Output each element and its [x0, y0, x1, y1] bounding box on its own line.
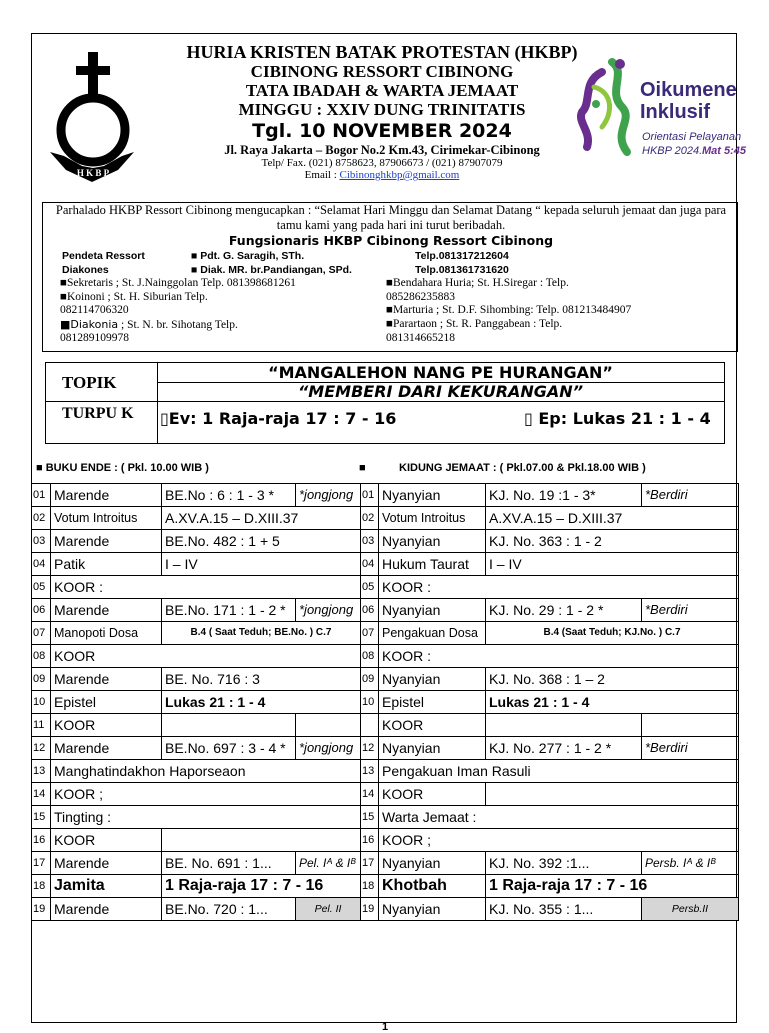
kidung-jemaat-heading: KIDUNG JEMAAT : ( Pkl.07.00 & Pkl.18.00 WIB )	[399, 462, 646, 474]
ref-left: BE. No. 691 : 1...	[162, 852, 296, 875]
church-header	[142, 42, 622, 181]
diakonia-phone: 081289109978	[60, 332, 129, 344]
evangelium-reading: ▯Ev: 1 Raja-raja 17 : 7 - 16	[160, 409, 397, 428]
ref-right: KJ. No. 29 : 1 - 2 *	[486, 599, 642, 622]
row-number-right: 05	[361, 576, 379, 599]
topic-label: TOPIK	[62, 373, 117, 392]
table-row	[32, 737, 739, 760]
ref-left: A.XV.A.15 – D.XIII.37	[162, 507, 361, 530]
row-number-right: 06	[361, 599, 379, 622]
item-left: Jamita	[51, 875, 162, 898]
functionaries-title: Fungsionaris HKBP Cibinong Ressort Cibinong	[228, 233, 554, 248]
item-left: Votum Introitus	[51, 507, 162, 530]
note-left: *jongjong	[296, 484, 361, 507]
document-title: TATA IBADAH & WARTA JEMAAT	[245, 81, 519, 100]
logo-verse: Mat 5:45	[702, 145, 747, 157]
ref-left: B.4 ( Saat Teduh; BE.No. ) C.7	[162, 622, 361, 645]
ref-left-empty	[162, 714, 296, 737]
diakones-name: ■ Diak. MR. br.Pandiangan, SPd.	[191, 264, 352, 276]
topic-title-indonesian: “MEMBERI DARI KEKURANGAN”	[297, 382, 583, 401]
ref-left: BE.No. 171 : 1 - 2 *	[162, 599, 296, 622]
row-number-left: 17	[32, 852, 51, 875]
item-left: KOOR ;	[51, 783, 361, 806]
table-row	[32, 875, 739, 898]
diakones-phone: Telp.081361731620	[415, 264, 509, 276]
row-number-right: 14	[361, 783, 379, 806]
oikumene-inklusif-logo	[572, 52, 747, 172]
row-number-left: 13	[32, 760, 51, 783]
ref-right: KJ. No. 368 : 1 – 2	[486, 668, 739, 691]
diakonia-label: ■Diakonia	[60, 318, 119, 331]
functionaries-box	[42, 202, 738, 352]
note-right: *Berdiri	[642, 599, 739, 622]
item-right: KOOR :	[379, 645, 739, 668]
row-number-right: 13	[361, 760, 379, 783]
church-name: HURIA KRISTEN BATAK PROTESTAN (HKBP)	[186, 42, 578, 62]
ref-right: KJ. No. 277 : 1 - 2 *	[486, 737, 642, 760]
diakonia-detail: ; St. N. br. Sihotang Telp.	[118, 319, 238, 331]
row-number-left: 09	[32, 668, 51, 691]
item-right: Epistel	[379, 691, 486, 714]
topic-row-divider	[46, 401, 724, 402]
bendahara-phone: 085286235883	[386, 291, 455, 303]
ref-right: B.4 (Saat Teduh; KJ.No. ) C.7	[486, 622, 739, 645]
table-row	[32, 507, 739, 530]
row-number-left: 08	[32, 645, 51, 668]
note-right: *Berdiri	[642, 737, 739, 760]
row-number-left: 11	[32, 714, 51, 737]
item-left: Marende	[51, 668, 162, 691]
item-left: Marende	[51, 599, 162, 622]
item-left: Marende	[51, 737, 162, 760]
email-label: Email :	[304, 169, 340, 181]
row-number-left: 07	[32, 622, 51, 645]
item-right: Nyanyian	[379, 852, 486, 875]
item-right: Nyanyian	[379, 737, 486, 760]
ref-right: I – IV	[486, 553, 739, 576]
church-email	[142, 169, 622, 181]
row-number-right: 17	[361, 852, 379, 875]
page-number: 1	[381, 1021, 389, 1033]
note-right: Persb.II	[642, 898, 739, 921]
item-right: KOOR	[379, 714, 486, 737]
row-number-right: 08	[361, 645, 379, 668]
item-right: Nyanyian	[379, 668, 486, 691]
sunday-name: MINGGU : XXIV DUNG TRINITATIS	[238, 100, 526, 119]
item-right: Hukum Taurat	[379, 553, 486, 576]
table-row	[32, 553, 739, 576]
liturgy-table	[31, 483, 739, 921]
ref-right: KJ. No. 392 :1...	[486, 852, 642, 875]
row-number-right: 10	[361, 691, 379, 714]
row-number-left: 01	[32, 484, 51, 507]
note-left: *jongjong	[296, 737, 361, 760]
item-left: Marende	[51, 898, 162, 921]
ref-right: 1 Raja-raja 17 : 7 - 16	[486, 875, 739, 898]
row-number-left: 04	[32, 553, 51, 576]
note-left: *jongjong	[296, 599, 361, 622]
row-number-left: 15	[32, 806, 51, 829]
pendeta-phone: Telp.081317212604	[415, 250, 509, 262]
row-number-right: 07	[361, 622, 379, 645]
sekretaris-info: ■Sekretaris ; St. J.Nainggolan Telp. 081398681261	[60, 277, 296, 289]
ref-left: BE.No. 720 : 1...	[162, 898, 296, 921]
item-right: Khotbah	[379, 875, 486, 898]
table-row	[32, 714, 739, 737]
item-right: Nyanyian	[379, 530, 486, 553]
row-number-right: 04	[361, 553, 379, 576]
diakones-label: Diakones	[62, 264, 109, 276]
epistle-reading: ▯ Ep: Lukas 21 : 1 - 4	[524, 409, 711, 428]
ref-right: KJ. No. 19 :1 - 3*	[486, 484, 642, 507]
logo-title-2: Inklusif	[640, 101, 711, 123]
item-left: Marende	[51, 530, 162, 553]
item-left: Tingting :	[51, 806, 361, 829]
item-right: Nyanyian	[379, 599, 486, 622]
table-row	[32, 622, 739, 645]
email-link[interactable]: Cibinonghkbp@gmail.com	[339, 169, 460, 181]
table-row	[32, 760, 739, 783]
table-row	[32, 576, 739, 599]
item-right: KOOR ;	[379, 829, 739, 852]
table-row	[32, 691, 739, 714]
item-right: KOOR	[379, 783, 486, 806]
item-left: KOOR	[51, 714, 162, 737]
koinoni-info: ■Koinoni ; St. H. Siburian Telp.	[60, 291, 208, 303]
note-left: Pel. II	[296, 898, 361, 921]
logo-text: H K B P	[76, 168, 110, 178]
hkbp-cross-logo	[44, 52, 140, 182]
table-row	[32, 898, 739, 921]
row-number-left: 19	[32, 898, 51, 921]
item-left: KOOR	[51, 645, 361, 668]
ressort-name: CIBINONG RESSORT CIBINONG	[250, 62, 514, 81]
table-row	[32, 852, 739, 875]
row-number-right: 15	[361, 806, 379, 829]
ref-left: BE. No. 716 : 3	[162, 668, 361, 691]
table-row	[32, 783, 739, 806]
ref-left: BE.No : 6 : 1 - 3 *	[162, 484, 296, 507]
row-number-right: 19	[361, 898, 379, 921]
logo-title-1: Oikumene	[640, 79, 737, 101]
item-right: Nyanyian	[379, 484, 486, 507]
table-row	[32, 599, 739, 622]
item-right: Warta Jemaat :	[379, 806, 739, 829]
parartaon-phone: 081314665218	[386, 332, 455, 344]
note-right: *Berdiri	[642, 484, 739, 507]
table-row	[32, 806, 739, 829]
service-date: Tgl. 10 NOVEMBER 2024	[252, 120, 512, 142]
turpuk-label: TURPU K	[62, 405, 134, 422]
greeting-text: Parhalado HKBP Ressort Cibinong mengucapkan : “Selamat Hari Minggu dan Selamat Datang “ kepada seluruh jemaat dan juga para tamu kami yang pada hari ini turut beribadah.	[55, 203, 727, 232]
logo-subtitle-2: HKBP 2024.	[642, 145, 703, 157]
item-right: Nyanyian	[379, 898, 486, 921]
topic-box	[45, 362, 725, 444]
table-row	[32, 484, 739, 507]
row-number-right: 01	[361, 484, 379, 507]
table-row	[32, 668, 739, 691]
item-right: KOOR :	[379, 576, 739, 599]
ref-right-empty	[486, 783, 739, 806]
row-number-left: 03	[32, 530, 51, 553]
ref-right: Lukas 21 : 1 - 4	[486, 691, 739, 714]
bendahara-info: ■Bendahara Huria; St. H.Siregar : Telp.	[386, 277, 569, 289]
table-row	[32, 530, 739, 553]
row-number-right: 18	[361, 875, 379, 898]
buku-ende-heading: ■ BUKU ENDE : ( Pkl. 10.00 WIB )	[36, 462, 209, 474]
note-right: Persb. Iᴬ & Iᴮ	[642, 852, 739, 875]
row-number-right	[361, 714, 379, 737]
ref-right: A.XV.A.15 – D.XIII.37	[486, 507, 739, 530]
row-number-left: 05	[32, 576, 51, 599]
note-left: Pel. Iᴬ & Iᴮ	[296, 852, 361, 875]
church-phone: Telp/ Fax. (021) 8758623, 87906673 / (021) 87907079	[261, 157, 503, 169]
ref-left: Lukas 21 : 1 - 4	[162, 691, 361, 714]
row-number-left: 16	[32, 829, 51, 852]
row-number-right: 02	[361, 507, 379, 530]
pendeta-name: ■ Pdt. G. Saragih, STh.	[191, 250, 305, 262]
item-right: Pengakuan Dosa	[379, 622, 486, 645]
item-right: Pengakuan Iman Rasuli	[379, 760, 739, 783]
note-right-empty	[642, 714, 739, 737]
ref-right: KJ. No. 363 : 1 - 2	[486, 530, 739, 553]
item-left: KOOR :	[51, 576, 361, 599]
item-left: Marende	[51, 852, 162, 875]
row-number-left: 18	[32, 875, 51, 898]
ref-left: I – IV	[162, 553, 361, 576]
row-number-right: 09	[361, 668, 379, 691]
row-number-left: 12	[32, 737, 51, 760]
row-number-left: 14	[32, 783, 51, 806]
diakonia-info	[60, 318, 238, 332]
ref-right: KJ. No. 355 : 1...	[486, 898, 642, 921]
church-address: Jl. Raya Jakarta – Bogor No.2 Km.43, Cirimekar-Cibinong	[224, 143, 540, 157]
logo-subtitle-1: Orientasi Pelayanan	[642, 131, 742, 143]
item-left: Marende	[51, 484, 162, 507]
koinoni-phone: 082114706320	[60, 304, 129, 316]
topic-title-batak: “MANGALEHON NANG PE HURANGAN”	[268, 363, 613, 382]
item-right: Votum Introitus	[379, 507, 486, 530]
item-left: KOOR	[51, 829, 162, 852]
pendeta-label: Pendeta Ressort	[62, 250, 145, 262]
row-number-left: 10	[32, 691, 51, 714]
row-number-left: 06	[32, 599, 51, 622]
note-left-empty	[296, 714, 361, 737]
item-left: Manghatindakhon Haporseaon	[51, 760, 361, 783]
table-row	[32, 645, 739, 668]
row-number-right: 12	[361, 737, 379, 760]
kidung-jemaat-bullet: ■	[359, 462, 366, 474]
row-number-right: 03	[361, 530, 379, 553]
parartaon-info: ■Parartaon ; St. R. Panggabean : Telp.	[386, 318, 563, 330]
ref-left-empty	[162, 829, 361, 852]
item-left: Manopoti Dosa	[51, 622, 162, 645]
row-number-left: 02	[32, 507, 51, 530]
item-left: Epistel	[51, 691, 162, 714]
item-left: Patik	[51, 553, 162, 576]
ref-right-empty	[486, 714, 642, 737]
marturia-info: ■Marturia ; St. D.F. Sihombing: Telp. 081213484907	[386, 304, 632, 316]
ref-left: BE.No. 482 : 1 + 5	[162, 530, 361, 553]
row-number-right: 16	[361, 829, 379, 852]
ref-left: BE.No. 697 : 3 - 4 *	[162, 737, 296, 760]
table-row	[32, 829, 739, 852]
ref-left: 1 Raja-raja 17 : 7 - 16	[162, 875, 361, 898]
